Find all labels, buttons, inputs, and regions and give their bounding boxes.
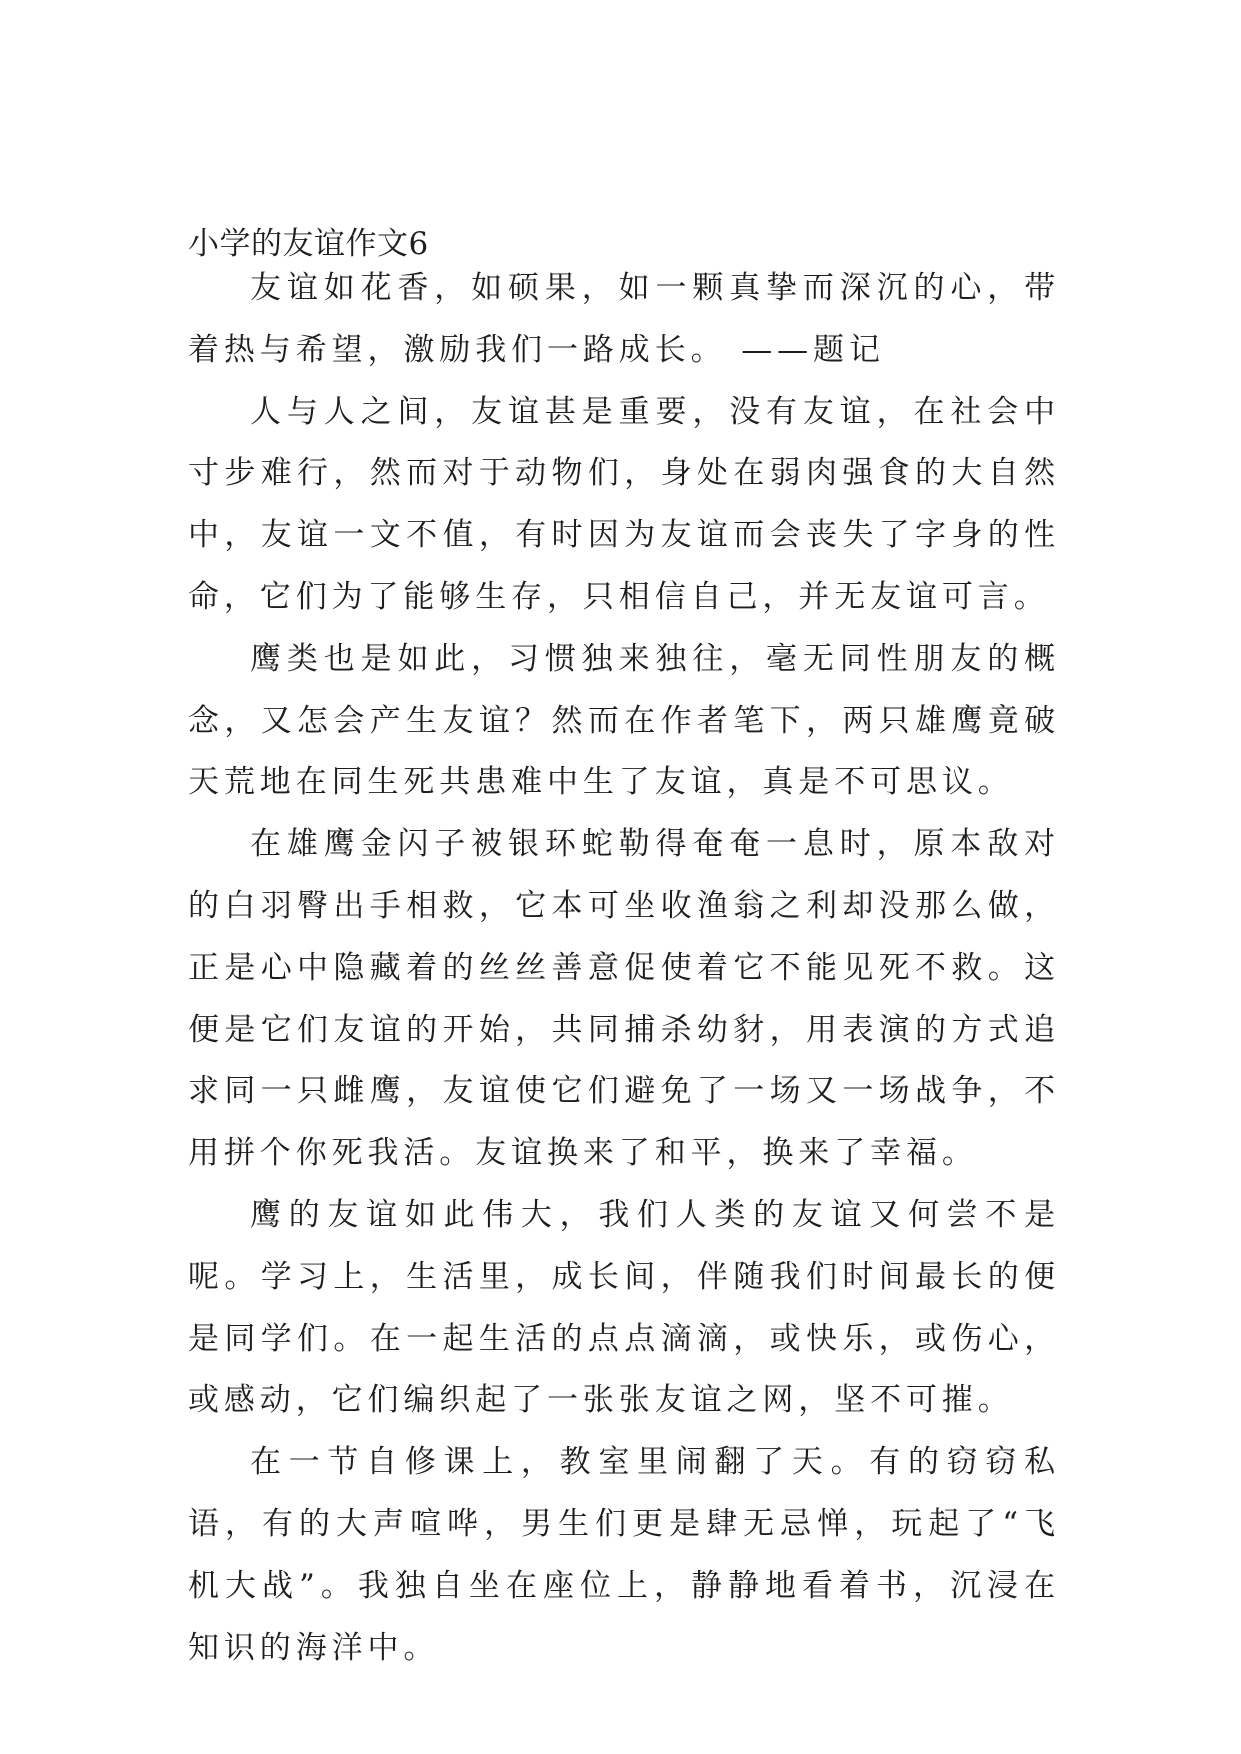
essay-paragraph-eagle-rescue: 在雄鹰金闪子被银环蛇勒得奄奄一息时，原本敌对的白羽臀出手相救，它本可坐收渔翁之利却没那么做，正是心中隐藏着的丝丝善意促使着它不能见死不救。这便是它们友谊的开始，共同捕杀幼豺，用表演的方式追求同一只雌鹰，友谊使它们避免了一场又一场战争，不用拼个你死我活。友谊换来了和平，换来了幸福。 (188, 826, 1060, 1172)
essay-paragraph-classroom: 在一节自修课上，教室里闹翻了天。有的窃窃私语，有的大声喧哗，男生们更是肆无忌惮，玩起了“飞机大战”。我独自坐在座位上，静静地看着书，沉浸在知识的海洋中。 (188, 1444, 1060, 1666)
essay-paragraph-human-friendship: 鹰的友谊如此伟大，我们人类的友谊又何尝不是呢。学习上，生活里，成长间，伴随我们时间最长的便是同学们。在一起生活的点点滴滴，或快乐，或伤心，或感动，它们编织起了一张张友谊之网，坚不可摧。 (188, 1196, 1060, 1419)
essay-paragraph-friendship-importance: 人与人之间，友谊甚是重要，没有友谊，在社会中寸步难行，然而对于动物们，身处在弱肉强食的大自然中，友谊一文不值，有时因为友谊而会丧失了字身的性命，它们为了能够生存，只相信自己，并无友谊可言。 (188, 393, 1060, 615)
essay-body (188, 258, 1060, 1679)
essay-paragraph-epigraph: 友谊如花香，如硕果，如一颗真挚而深沉的心，带着热与希望，激励我们一路成长。 ——题记 (188, 270, 1060, 368)
essay-paragraph-eagles-solitary: 鹰类也是如此，习惯独来独往，毫无同性朋友的概念，又怎会产生友谊？然而在作者笔下，两只雄鹰竟破天荒地在同生死共患难中生了友谊，真是不可思议。 (188, 640, 1060, 801)
essay-title: 小学的友谊作文6 (188, 226, 429, 262)
